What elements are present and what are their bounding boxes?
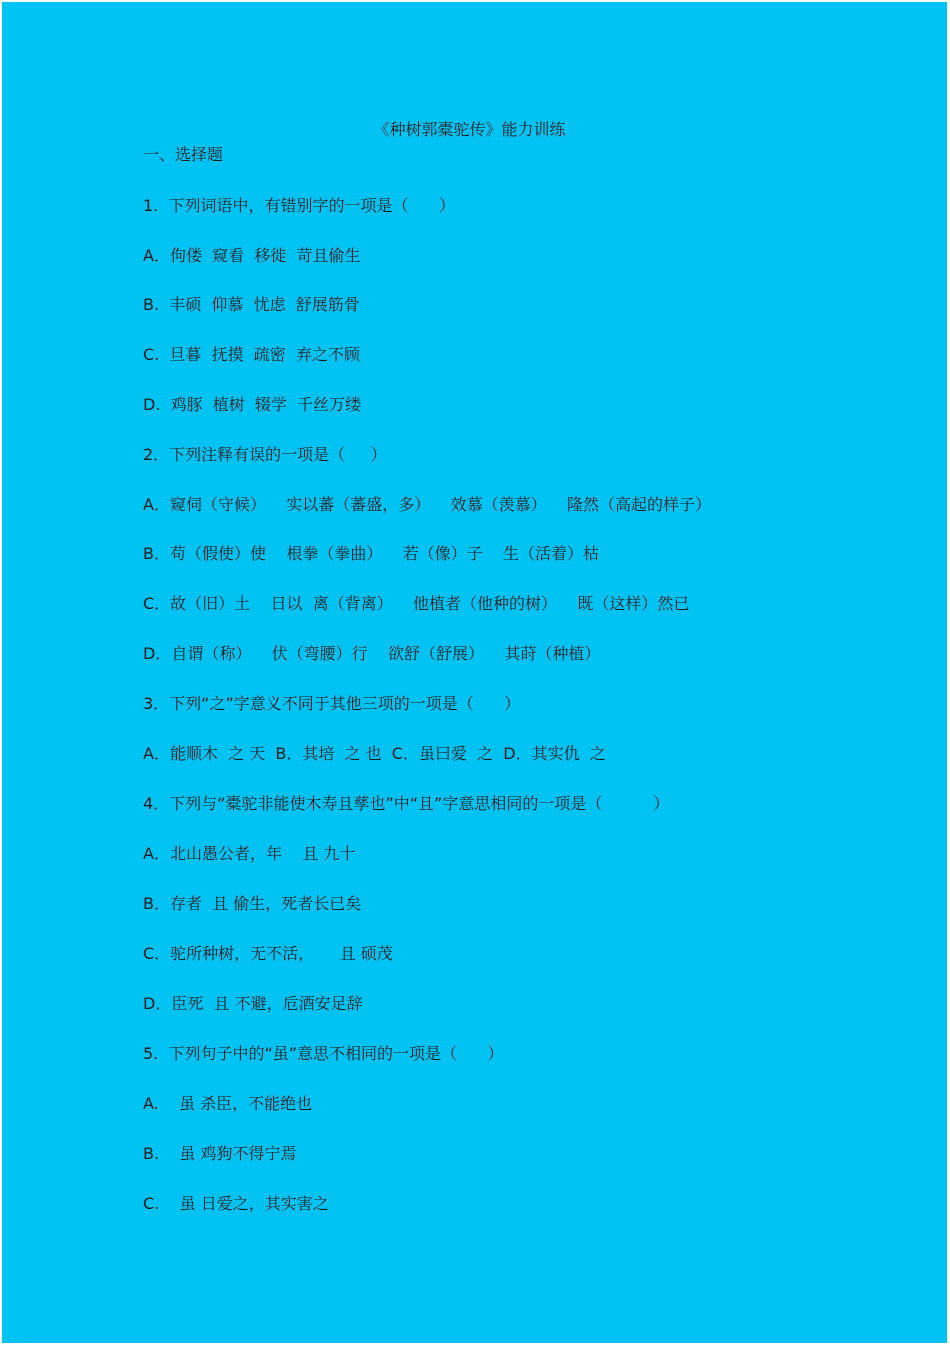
question-1-option-d: D. 鸡豚 植树 辍学 千丝万缕 xyxy=(143,395,362,414)
question-2-option-b: B．苟（假使）使 根拳（拳曲） 若（像）子 生（活着）枯 xyxy=(143,544,600,563)
document-title: 《种树郭橐驼传》能力训练 xyxy=(373,120,566,139)
question-4-option-c: C．驼所种树，无不活， 且 硕茂 xyxy=(143,944,393,963)
question-4-option-d: D．臣死 且 不避，卮酒安足辞 xyxy=(143,994,363,1013)
question-2-option-a: A．窥伺（守候） 实以蕃（蕃盛，多） 效慕（羡慕） 隆然（高起的样子） xyxy=(143,495,711,514)
document-page xyxy=(2,2,947,1343)
question-1-option-a: A．佝偻 窥看 移徙 苛且偷生 xyxy=(143,246,361,265)
question-2-stem: 2．下列注释有误的一项是（ ） xyxy=(143,445,387,464)
question-4-stem: 4．下列与“橐驼非能使木寿且孳也”中“且”字意思相同的一项是（ ） xyxy=(143,794,670,813)
question-4-option-b: B．存者 且 偷生，死者长已矣 xyxy=(143,894,362,913)
question-2-option-c: C．故（旧）土 日以 离（背离） 他植者（他种的树） 既（这样）然已 xyxy=(143,594,690,613)
question-2-option-d: D．自谓（称） 伏（弯腰）行 欲舒（舒展） 其莳（种植） xyxy=(143,644,601,663)
question-5-option-b: B. 虽 鸡狗不得宁焉 xyxy=(143,1144,297,1163)
question-1-stem: 1. 下列词语中，有错别字的一项是（ ） xyxy=(143,196,455,215)
question-4-option-a: A．北山愚公者，年 且 九十 xyxy=(143,844,356,863)
question-1-option-b: B. 丰硕 仰慕 忧虑 舒展筋骨 xyxy=(143,295,360,314)
question-3-options: A．能顺木 之 天 B．其培 之 也 C．虽曰爱 之 D．其实仇 之 xyxy=(143,744,606,763)
question-1-option-c: C. 旦暮 抚摸 疏密 弃之不顾 xyxy=(143,345,360,364)
question-3-stem: 3．下列“之”字意义不同于其他三项的一项是（ ） xyxy=(143,694,521,713)
question-5-option-c: C. 虽 日爱之，其实害之 xyxy=(143,1194,329,1213)
question-5-stem: 5. 下列句子中的“虽”意思不相同的一项是（ ） xyxy=(143,1044,504,1063)
section-heading: 一、选择题 xyxy=(143,145,224,164)
question-5-option-a: A. 虽 杀臣，不能绝也 xyxy=(143,1094,313,1113)
